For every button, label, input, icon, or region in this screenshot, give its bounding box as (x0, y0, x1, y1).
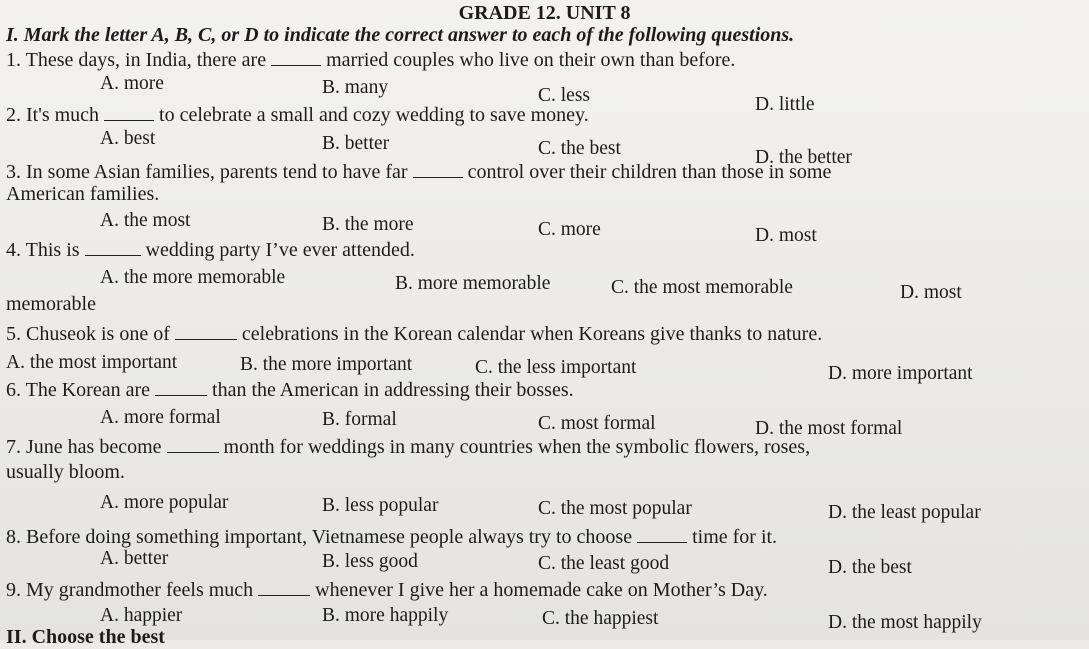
answer-blank (155, 381, 207, 396)
option-3a[interactable]: A. the most (100, 210, 191, 231)
answer-blank (271, 51, 321, 66)
option-5c[interactable]: C. the less important (475, 357, 637, 378)
option-7c[interactable]: C. the most popular (538, 498, 692, 519)
answer-blank (104, 106, 154, 121)
page-title: GRADE 12. UNIT 8 (458, 2, 631, 24)
option-4b[interactable]: B. more memorable (395, 273, 551, 294)
option-4c[interactable]: C. the most memorable (611, 277, 793, 298)
option-9d[interactable]: D. the most happily (828, 612, 982, 633)
option-7a[interactable]: A. more popular (100, 492, 229, 513)
option-8c[interactable]: C. the least good (538, 553, 670, 574)
option-2a[interactable]: A. best (100, 128, 156, 149)
option-9a[interactable]: A. happier (100, 605, 183, 626)
answer-blank (175, 325, 237, 340)
question-6: 6. The Korean are than the American in addressing their bosses. (6, 379, 574, 401)
answer-blank (258, 581, 310, 596)
option-1b[interactable]: B. many (322, 77, 389, 98)
option-1c[interactable]: C. less (538, 85, 591, 106)
option-5d[interactable]: D. more important (828, 363, 973, 384)
question-1: 1. These days, in India, there are married couples who live on their own than before. (6, 49, 736, 71)
option-4a-cont: memorable (6, 293, 96, 315)
option-9b[interactable]: B. more happily (322, 605, 449, 626)
option-2d[interactable]: D. the better (755, 147, 852, 168)
option-5a[interactable]: A. the most important (6, 352, 178, 373)
option-9c[interactable]: C. the happiest (542, 608, 659, 629)
question-2: 2. It's much to celebrate a small and cozy wedding to save money. (6, 104, 589, 126)
option-6c[interactable]: C. most formal (538, 413, 656, 434)
option-2b[interactable]: B. better (322, 133, 390, 154)
option-6a[interactable]: A. more formal (100, 407, 221, 428)
option-6b[interactable]: B. formal (322, 409, 397, 430)
next-section-heading-partial: II. Choose the best (6, 626, 165, 648)
answer-blank (167, 438, 219, 453)
option-3b[interactable]: B. the more (322, 214, 414, 235)
option-1d[interactable]: D. little (755, 94, 815, 115)
answer-blank (637, 528, 687, 543)
question-3-cont: American families. (6, 183, 160, 205)
option-4d[interactable]: D. most (900, 282, 962, 303)
option-4a[interactable]: A. the more memorable (100, 267, 286, 288)
option-8b[interactable]: B. less good (322, 551, 418, 572)
question-8: 8. Before doing something important, Vietnamese people always try to choose time for it. (6, 526, 778, 548)
option-3c[interactable]: C. more (538, 219, 601, 240)
option-6d[interactable]: D. the most formal (755, 418, 903, 439)
question-7-cont: usually bloom. (6, 461, 125, 483)
question-7: 7. June has become month for weddings in many countries when the symbolic flowers, roses, (6, 436, 811, 458)
option-8d[interactable]: D. the best (828, 557, 912, 578)
option-2c[interactable]: C. the best (538, 138, 621, 159)
answer-blank (85, 241, 141, 256)
option-7b[interactable]: B. less popular (322, 495, 439, 516)
section-heading: I. Mark the letter A, B, C, or D to indicate the correct answer to each of the following questions. (6, 24, 795, 46)
option-8a[interactable]: A. better (100, 548, 169, 569)
question-9: 9. My grandmother feels much whenever I give her a homemade cake on Mother’s Day. (6, 579, 768, 601)
question-4: 4. This is wedding party I’ve ever attended. (6, 239, 415, 261)
option-7d[interactable]: D. the least popular (828, 502, 981, 523)
question-3: 3. In some Asian families, parents tend to have far control over their children than those in some (6, 161, 832, 183)
option-1a[interactable]: A. more (100, 73, 164, 94)
option-5b[interactable]: B. the more important (240, 354, 413, 375)
option-3d[interactable]: D. most (755, 225, 817, 246)
answer-blank (413, 163, 463, 178)
question-5: 5. Chuseok is one of celebrations in the Korean calendar when Koreans give thanks to nature. (6, 323, 823, 345)
